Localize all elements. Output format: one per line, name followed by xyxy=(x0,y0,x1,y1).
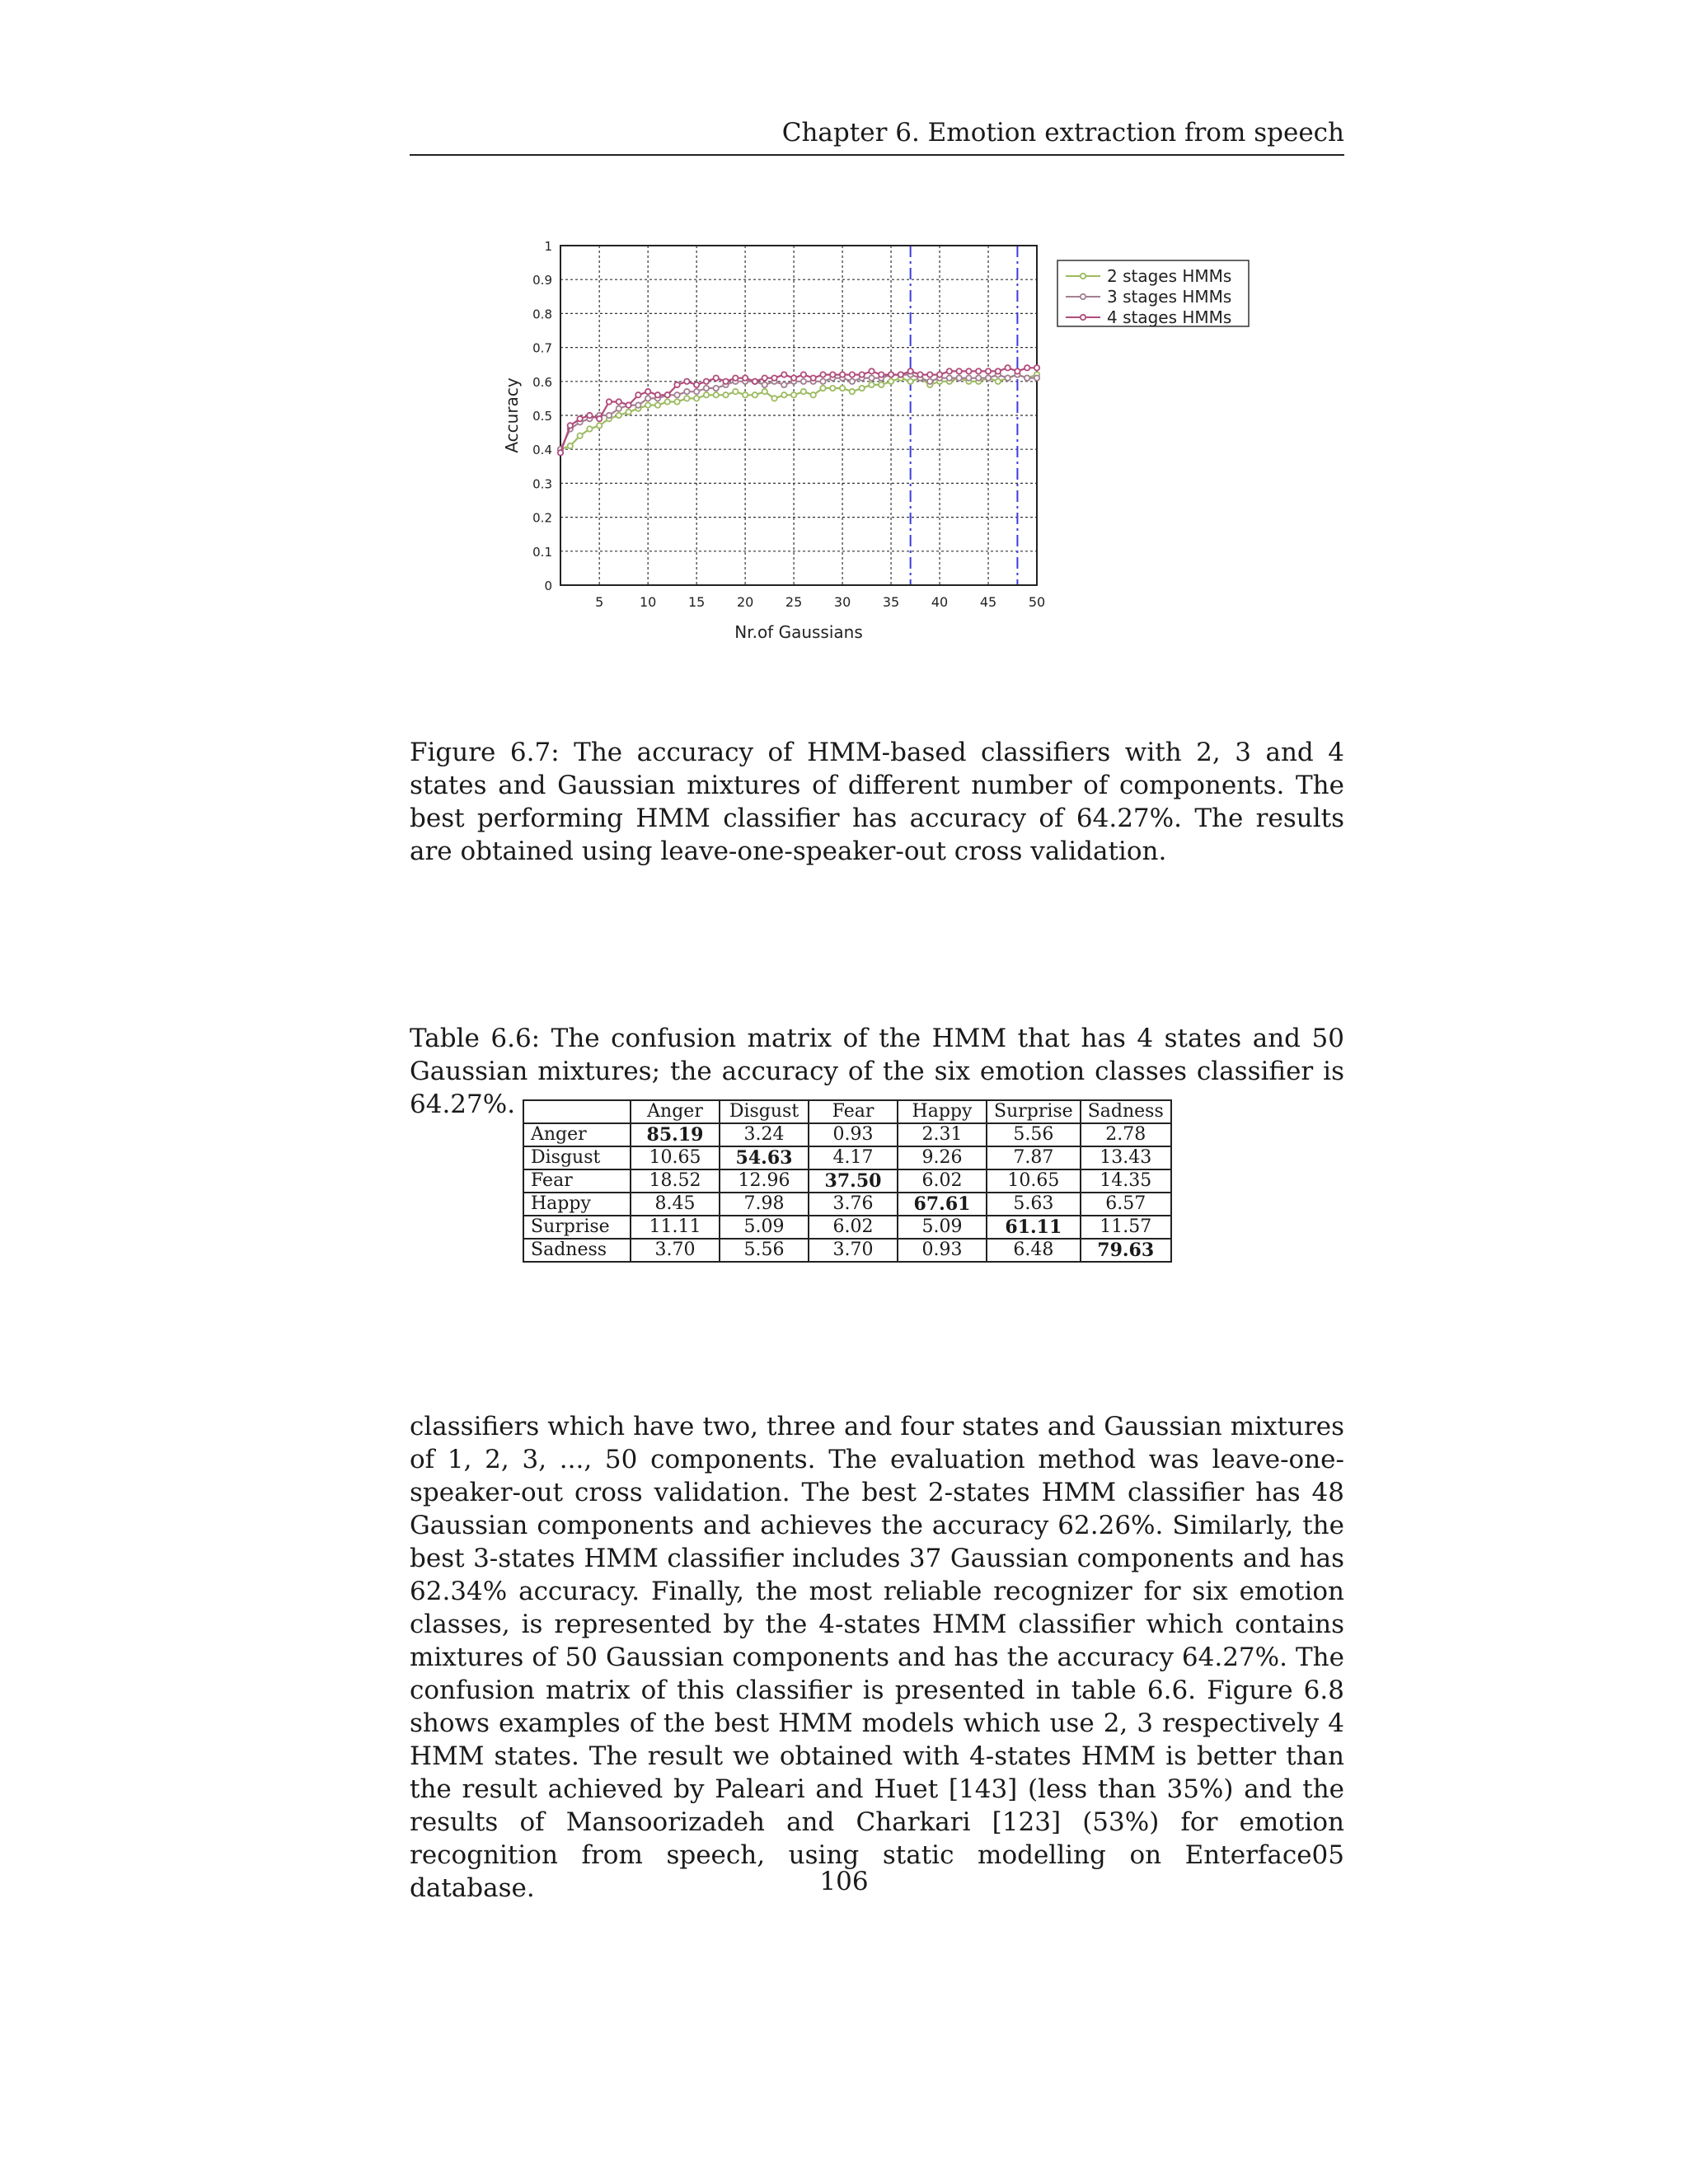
data-point xyxy=(577,416,582,421)
table-cell: 3.70 xyxy=(809,1239,898,1262)
table-row xyxy=(523,1146,1171,1169)
table-row xyxy=(523,1193,1171,1216)
table-row xyxy=(523,1169,1171,1193)
col-header-sadness: Sadness xyxy=(1081,1100,1171,1123)
data-point xyxy=(607,413,612,418)
y-tick-label: 0.2 xyxy=(532,510,552,526)
table-caption-text: Table 6.6: The confusion matrix of the HMM that has 4 states and 50 Gaussian mixtures; the accuracy of the six emotion classes classifier is 64.27%. xyxy=(410,1024,1344,1119)
data-point xyxy=(869,382,874,387)
data-point xyxy=(762,389,767,394)
x-tick-label: 30 xyxy=(833,594,851,610)
data-point xyxy=(976,375,981,380)
data-point xyxy=(976,368,981,373)
table-cell: 14.35 xyxy=(1081,1169,1171,1193)
col-header-fear: Fear xyxy=(809,1100,898,1123)
table-cell: 79.63 xyxy=(1081,1239,1171,1262)
data-point xyxy=(1005,375,1010,380)
data-point xyxy=(859,372,864,377)
data-point xyxy=(869,368,874,373)
page-number: 106 xyxy=(819,1867,869,1896)
figure-caption-text: Figure 6.7: The accuracy of HMM-based classifiers with 2, 3 and 4 states and Gaussian mixtures of different number of components. The best performing HMM classifier has accuracy of 64.27%. The results are obtained using leave-one-speaker-out cross validation. xyxy=(410,738,1344,866)
data-point xyxy=(684,389,689,394)
y-tick-label: 0.9 xyxy=(532,273,552,288)
data-point xyxy=(1025,365,1029,370)
data-point xyxy=(996,368,1001,373)
legend-swatch-marker xyxy=(1081,294,1085,299)
table-cell: 6.02 xyxy=(898,1169,987,1193)
data-point xyxy=(694,389,699,394)
data-point xyxy=(568,443,573,448)
col-header-anger: Anger xyxy=(631,1100,720,1123)
data-point xyxy=(607,399,612,404)
data-point xyxy=(617,399,621,404)
data-point xyxy=(966,368,971,373)
table-cell: 11.11 xyxy=(631,1216,720,1239)
data-point xyxy=(956,368,961,373)
y-tick-label: 0.1 xyxy=(532,544,552,560)
table-cell: 11.57 xyxy=(1081,1216,1171,1239)
y-axis-label: Accuracy xyxy=(502,377,522,453)
col-header-happy: Happy xyxy=(898,1100,987,1123)
table-cell: 0.93 xyxy=(809,1123,898,1146)
data-point xyxy=(1025,375,1029,380)
data-point xyxy=(1034,375,1039,380)
data-point xyxy=(587,426,592,431)
confusion-matrix-table xyxy=(523,1099,1172,1263)
x-tick-label: 35 xyxy=(882,594,900,610)
table-cell: 4.17 xyxy=(809,1146,898,1169)
col-header-disgust: Disgust xyxy=(720,1100,809,1123)
data-point xyxy=(966,375,971,380)
table-cell: 18.52 xyxy=(631,1169,720,1193)
data-point xyxy=(927,372,932,377)
data-point xyxy=(723,392,728,397)
data-point xyxy=(820,386,825,391)
data-point xyxy=(597,416,602,421)
data-point xyxy=(996,379,1001,384)
data-point xyxy=(743,392,748,397)
table-cell: 8.45 xyxy=(631,1193,720,1216)
table-cell: 2.78 xyxy=(1081,1123,1171,1146)
data-point xyxy=(917,372,922,377)
body-paragraph-text: classifiers which have two, three and four states and Gaussian mixtures of 1, 2, 3, ..., 50 components. The evaluation method was leave-one-speaker-out cross validation. The best 2-states HMM classifier has 48 Gaussian components and achieves the accuracy 62.26%. Similarly, the best 3-states HMM classifier includes 37 Gaussian components and has 62.34% accuracy. Finally, the most reliable recognizer for six emotion classes, is represented by the 4-states HMM classifier which contains mixtures of 50 Gaussian components and has the accuracy 64.27%. The confusion matrix of this classifier is presented in table 6.6. Figure 6.8 shows examples of the best HMM models which use 2, 3 respectively 4 HMM states. The result we obtained with 4-states HMM is better than the result achieved by Paleari and Huet [143] (less than 35%) and the results of Mansoorizadeh and Charkari [123] (53%) for emotion recognition from speech, using static modelling on Enterface05 database. xyxy=(410,1412,1344,1903)
data-point xyxy=(558,450,563,455)
data-point xyxy=(781,372,786,377)
data-point xyxy=(655,392,660,397)
data-point xyxy=(879,382,884,387)
x-tick-label: 10 xyxy=(639,594,657,610)
row-header: Anger xyxy=(523,1123,631,1146)
legend-swatch-marker xyxy=(1081,315,1085,320)
legend-swatch-marker xyxy=(1081,274,1085,279)
y-tick-label: 0.7 xyxy=(532,340,552,356)
table-cell: 3.76 xyxy=(809,1193,898,1216)
row-header: Surprise xyxy=(523,1216,631,1239)
data-point xyxy=(743,375,748,380)
x-tick-label: 40 xyxy=(931,594,949,610)
data-point xyxy=(674,382,679,387)
data-point xyxy=(733,389,738,394)
y-tick-label: 0.3 xyxy=(532,476,552,492)
data-point xyxy=(665,399,670,404)
row-header: Sadness xyxy=(523,1239,631,1262)
table-cell: 2.31 xyxy=(898,1123,987,1146)
data-point xyxy=(850,379,855,384)
data-point xyxy=(587,413,592,418)
table-cell: 6.02 xyxy=(809,1216,898,1239)
data-point xyxy=(626,402,631,407)
y-tick-label: 1 xyxy=(544,239,552,254)
table-cell: 6.48 xyxy=(987,1239,1081,1262)
table-cell: 10.65 xyxy=(987,1169,1081,1193)
data-point xyxy=(674,392,679,397)
table-cell: 3.70 xyxy=(631,1239,720,1262)
data-point xyxy=(820,379,825,384)
table-cell: 7.87 xyxy=(987,1146,1081,1169)
data-point xyxy=(781,392,786,397)
data-point xyxy=(840,372,845,377)
table-cell: 6.57 xyxy=(1081,1193,1171,1216)
data-point xyxy=(840,386,845,391)
legend-entry: 3 stages HMMs xyxy=(1107,287,1232,307)
table-cell: 5.56 xyxy=(987,1123,1081,1146)
table-corner-cell xyxy=(523,1100,631,1123)
figure-caption xyxy=(410,736,1344,868)
data-point xyxy=(986,375,991,380)
row-header: Fear xyxy=(523,1169,631,1193)
data-point xyxy=(733,375,738,380)
table-cell: 85.19 xyxy=(631,1123,720,1146)
table-cell: 12.96 xyxy=(720,1169,809,1193)
accuracy-line-chart xyxy=(495,231,1253,659)
data-point xyxy=(645,396,650,401)
table-cell: 5.63 xyxy=(987,1193,1081,1216)
data-point xyxy=(907,368,912,373)
data-point xyxy=(753,379,757,384)
data-point xyxy=(684,396,689,401)
data-point xyxy=(850,389,855,394)
table-header-row xyxy=(523,1100,1171,1123)
data-point xyxy=(956,375,961,380)
table-cell: 67.61 xyxy=(898,1193,987,1216)
data-point xyxy=(577,434,582,438)
data-point xyxy=(1015,368,1020,373)
data-point xyxy=(986,368,991,373)
data-point xyxy=(889,372,893,377)
table-cell: 5.09 xyxy=(720,1216,809,1239)
table-cell: 37.50 xyxy=(809,1169,898,1193)
x-tick-label: 5 xyxy=(595,594,604,610)
data-point xyxy=(801,379,806,384)
table-row xyxy=(523,1216,1171,1239)
y-tick-label: 0 xyxy=(544,579,552,593)
table-cell: 9.26 xyxy=(898,1146,987,1169)
table-cell: 5.09 xyxy=(898,1216,987,1239)
data-point xyxy=(714,386,719,391)
data-point xyxy=(674,399,679,404)
y-tick-label: 0.4 xyxy=(532,443,552,458)
data-point xyxy=(694,396,699,401)
data-point xyxy=(704,379,709,384)
data-point xyxy=(947,375,952,380)
data-point xyxy=(927,379,932,384)
data-point xyxy=(771,375,776,380)
table-row xyxy=(523,1123,1171,1146)
data-point xyxy=(898,372,903,377)
row-header: Happy xyxy=(523,1193,631,1216)
data-point xyxy=(859,386,864,391)
data-point xyxy=(635,392,640,397)
row-header: Disgust xyxy=(523,1146,631,1169)
data-point xyxy=(714,392,719,397)
data-point xyxy=(1034,365,1039,370)
data-point xyxy=(617,406,621,411)
data-point xyxy=(850,372,855,377)
table-cell: 5.56 xyxy=(720,1239,809,1262)
data-point xyxy=(704,392,709,397)
data-point xyxy=(801,389,806,394)
x-tick-label: 25 xyxy=(785,594,803,610)
table-cell: 0.93 xyxy=(898,1239,987,1262)
data-point xyxy=(879,372,884,377)
data-point xyxy=(694,382,699,387)
data-point xyxy=(771,396,776,401)
data-point xyxy=(762,382,767,387)
table-cell: 54.63 xyxy=(720,1146,809,1169)
legend-entry: 4 stages HMMs xyxy=(1107,307,1232,327)
x-tick-label: 45 xyxy=(979,594,997,610)
x-axis-label: Nr.of Gaussians xyxy=(734,622,863,642)
data-point xyxy=(810,375,815,380)
x-tick-label: 50 xyxy=(1028,594,1046,610)
data-point xyxy=(869,375,874,380)
data-point xyxy=(820,372,825,377)
data-point xyxy=(568,423,573,428)
table-cell: 7.98 xyxy=(720,1193,809,1216)
running-title: Chapter 6. Emotion extraction from speech xyxy=(781,118,1344,148)
table-cell: 3.24 xyxy=(720,1123,809,1146)
y-tick-label: 0.8 xyxy=(532,307,552,322)
data-point xyxy=(791,375,796,380)
data-point xyxy=(714,375,719,380)
data-point xyxy=(665,392,670,397)
running-header xyxy=(410,118,1344,156)
y-tick-label: 0.6 xyxy=(532,374,552,390)
data-point xyxy=(684,379,689,384)
data-point xyxy=(753,392,757,397)
x-tick-label: 15 xyxy=(687,594,706,610)
data-point xyxy=(781,382,786,387)
data-point xyxy=(791,392,796,397)
y-tick-label: 0.5 xyxy=(532,409,552,424)
data-point xyxy=(830,372,835,377)
body-paragraph xyxy=(410,1410,1344,1905)
table-cell: 13.43 xyxy=(1081,1146,1171,1169)
data-point xyxy=(704,386,709,391)
data-point xyxy=(889,379,893,384)
data-point xyxy=(1005,365,1010,370)
data-point xyxy=(655,402,660,407)
data-point xyxy=(626,410,631,415)
data-point xyxy=(937,372,942,377)
table-cell: 61.11 xyxy=(987,1216,1081,1239)
data-point xyxy=(645,389,650,394)
table-cell: 10.65 xyxy=(631,1146,720,1169)
data-point xyxy=(597,423,602,428)
data-point xyxy=(762,375,767,380)
data-point xyxy=(635,402,640,407)
data-point xyxy=(947,368,952,373)
data-point xyxy=(907,379,912,384)
data-point xyxy=(801,372,806,377)
legend-entry: 2 stages HMMs xyxy=(1107,266,1232,286)
data-point xyxy=(810,392,815,397)
table-row xyxy=(523,1239,1171,1262)
data-point xyxy=(645,402,650,407)
data-point xyxy=(723,379,728,384)
data-point xyxy=(617,413,621,418)
x-tick-label: 20 xyxy=(736,594,754,610)
col-header-surprise: Surprise xyxy=(987,1100,1081,1123)
data-point xyxy=(830,386,835,391)
